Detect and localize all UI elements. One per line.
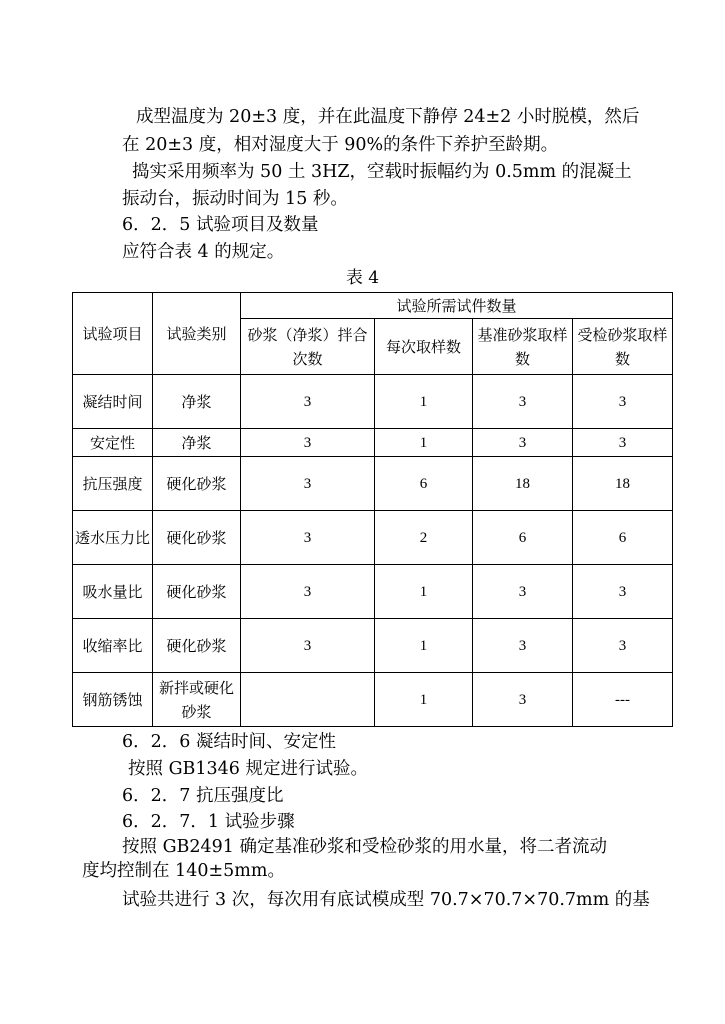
header-ref-sample: 基准砂浆取样数 [473, 319, 573, 375]
row-category: 硬化砂浆 [153, 511, 241, 565]
header-mix-count: 砂浆（净浆）拌合次数 [241, 319, 375, 375]
row-mix: 3 [241, 565, 375, 619]
row-category: 硬化砂浆 [153, 457, 241, 511]
row-item: 钢筋锈蚀 [73, 673, 153, 727]
row-ref: 3 [473, 565, 573, 619]
table-row [73, 673, 673, 727]
row-item: 收缩率比 [73, 619, 153, 673]
row-category: 净浆 [153, 375, 241, 429]
para-line-1: 成型温度为 20±3 度，并在此温度下静停 24±2 小时脱模，然后 [136, 107, 640, 127]
table-row [73, 619, 673, 673]
header-category: 试验类别 [153, 293, 241, 375]
row-test: 3 [573, 565, 673, 619]
row-category: 硬化砂浆 [153, 565, 241, 619]
row-test: 3 [573, 429, 673, 457]
header-group: 试验所需试件数量 [241, 293, 673, 319]
para-line-b2: 按照 GB1346 规定进行试验。 [128, 759, 369, 779]
row-ref: 3 [473, 673, 573, 727]
table-4 [72, 292, 673, 727]
section-heading-6-2-7: 6．2．7 抗压强度比 [122, 786, 284, 806]
header-per-sample: 每次取样数 [375, 319, 473, 375]
row-ref: 3 [473, 375, 573, 429]
row-per: 1 [375, 673, 473, 727]
table-row [73, 565, 673, 619]
row-item: 吸水量比 [73, 565, 153, 619]
table-row [73, 511, 673, 565]
row-mix: 3 [241, 457, 375, 511]
row-ref: 3 [473, 619, 573, 673]
row-per: 1 [375, 429, 473, 457]
row-per: 1 [375, 619, 473, 673]
row-test: --- [573, 673, 673, 727]
row-test: 18 [573, 457, 673, 511]
row-per: 6 [375, 457, 473, 511]
row-mix: 3 [241, 375, 375, 429]
row-per: 1 [375, 565, 473, 619]
para-line-6: 应符合表 4 的规定。 [122, 242, 285, 262]
row-test: 3 [573, 619, 673, 673]
para-line-4: 振动台，振动时间为 15 秒。 [122, 189, 348, 209]
row-item: 抗压强度 [73, 457, 153, 511]
row-test: 3 [573, 375, 673, 429]
section-heading-6-2-5: 6．2．5 试验项目及数量 [122, 215, 319, 235]
para-line-2: 在 20±3 度，相对湿度大于 90%的条件下养护至龄期。 [122, 135, 559, 155]
para-line-3: 捣实采用频率为 50 土 3HZ，空载时振幅约为 0.5mm 的混凝土 [132, 162, 632, 182]
table-caption: 表 4 [345, 268, 380, 288]
header-test-sample: 受检砂浆取样数 [573, 319, 673, 375]
row-per: 2 [375, 511, 473, 565]
row-item: 凝结时间 [73, 375, 153, 429]
row-category: 硬化砂浆 [153, 619, 241, 673]
row-ref: 6 [473, 511, 573, 565]
section-heading-6-2-7-1: 6．2．7．1 试验步骤 [122, 812, 295, 832]
row-ref: 18 [473, 457, 573, 511]
row-category: 净浆 [153, 429, 241, 457]
row-test: 6 [573, 511, 673, 565]
row-ref: 3 [473, 429, 573, 457]
header-item: 试验项目 [73, 293, 153, 375]
para-line-b6: 度均控制在 140±5mm。 [82, 861, 285, 881]
row-mix: 3 [241, 619, 375, 673]
row-mix: 3 [241, 429, 375, 457]
para-line-b5: 按照 GB2491 确定基准砂浆和受检砂浆的用水量，将二者流动 [122, 837, 607, 857]
row-mix: 3 [241, 511, 375, 565]
table-row [73, 457, 673, 511]
row-per: 1 [375, 375, 473, 429]
row-item: 安定性 [73, 429, 153, 457]
row-item: 透水压力比 [73, 511, 153, 565]
table-row [73, 429, 673, 457]
row-mix [241, 673, 375, 727]
table-row [73, 375, 673, 429]
para-line-b7: 试验共进行 3 次，每次用有底试模成型 70.7×70.7×70.7mm 的基 [122, 890, 650, 910]
row-category: 新拌或硬化砂浆 [153, 673, 241, 727]
section-heading-6-2-6: 6．2．6 凝结时间、安定性 [122, 732, 336, 752]
